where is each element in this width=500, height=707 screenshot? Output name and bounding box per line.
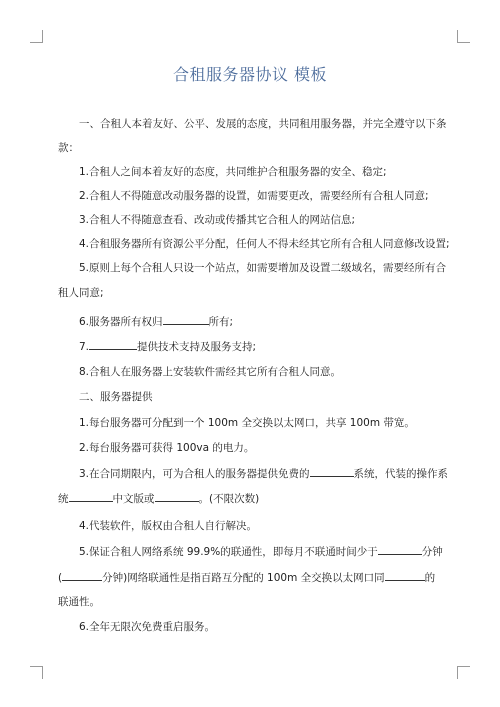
clause-2-3-text-end: 系统，代装的操作系 [353,468,449,480]
clause-2-5-cont-end: 的 [424,572,436,584]
clause-2-5 [58,544,461,559]
fill-in-blank[interactable] [310,466,354,477]
clause-2-3 [58,466,461,481]
clause-2-3-text: 3.在合同期限内，可为合租人的服务器提供免费的 [79,468,310,480]
fill-in-blank[interactable] [155,491,199,502]
clause-1-7-text-end: 提供技术支持及服务支持; [137,341,257,353]
section-1-heading-cont: 款： [58,142,79,154]
fill-in-blank[interactable] [378,544,422,555]
clause-1-7 [58,339,461,354]
document-title: 合租服务器协议 模板 [172,65,328,84]
clause-1-6 [58,314,461,329]
fill-in-blank[interactable] [385,570,425,581]
fill-in-blank[interactable] [89,339,137,350]
clause-1-5: 5.原则上每个合租人只设一个站点，如需要增加及设置二级域名，需要经所有合 [79,262,447,274]
fill-in-blank[interactable] [62,570,102,581]
clause-2-3-cont-end: 。(不限次数) [198,493,260,505]
clause-2-5-text: 5.保证合租人网络系统 99.9%的联通性，即每月不联通时间少于 [79,546,378,558]
crop-mark-top-right [457,30,470,43]
clause-2-5-cont-mid: 分钟)网络联通性是指百路互分配的 100m 全交换以太网口同 [102,572,385,584]
clause-2-3-cont-text: 统 [58,493,69,505]
fill-in-blank[interactable] [163,314,209,325]
clause-1-4: 4.合租服务器所有资源公平分配，任何人不得未经其它所有合租人同意修改设置; [79,238,450,250]
clause-2-2: 2.每台服务器可获得 100va 的电力。 [79,442,255,454]
clause-2-5-cont2: 联通性。 [58,596,100,608]
section-2-heading: 二、服务器提供 [79,391,153,403]
clause-1-8: 8.合租人在服务器上安装软件需经其它所有合租人同意。 [79,366,342,378]
clause-2-3-cont [58,491,440,506]
clause-1-7-text: 7. [79,341,90,353]
clause-1-2: 2.合租人不得随意改动服务器的设置，如需要更改，需要经所有合租人同意; [79,190,429,202]
clause-1-6-text: 6.服务器所有权归 [79,316,163,328]
clause-2-5-text-end: 分钟 [421,546,443,558]
crop-mark-bottom-left [30,666,43,679]
fill-in-blank[interactable] [69,491,113,502]
clause-1-5-cont: 租人同意; [58,287,104,299]
clause-1-3: 3.合租人不得随意查看、改动或传播其它合租人的网站信息; [79,214,356,226]
clause-1-6-text-end: 所有; [208,316,234,328]
clause-2-4: 4.代装软件，版权由合租人自行解决。 [79,520,258,532]
clause-2-5-cont-text: ( [58,572,63,584]
clause-2-6: 6.全年无限次免费重启服务。 [79,621,216,633]
clause-2-3-cont-mid: 中文版或 [112,493,155,505]
clause-1-1: 1.合租人之间本着友好的态度，共同维护合租服务器的安全、稳定; [79,166,387,178]
crop-mark-bottom-right [457,666,470,679]
clause-2-5-cont [58,570,440,585]
crop-mark-top-left [30,30,43,43]
clause-2-1: 1.每台服务器可分配到一个 100m 全交换以太网口，共享 100m 带宽。 [79,417,415,429]
section-1-heading: 一、合租人本着友好、公平、发展的态度，共同租用服务器，并完全遵守以下条 [79,118,447,130]
